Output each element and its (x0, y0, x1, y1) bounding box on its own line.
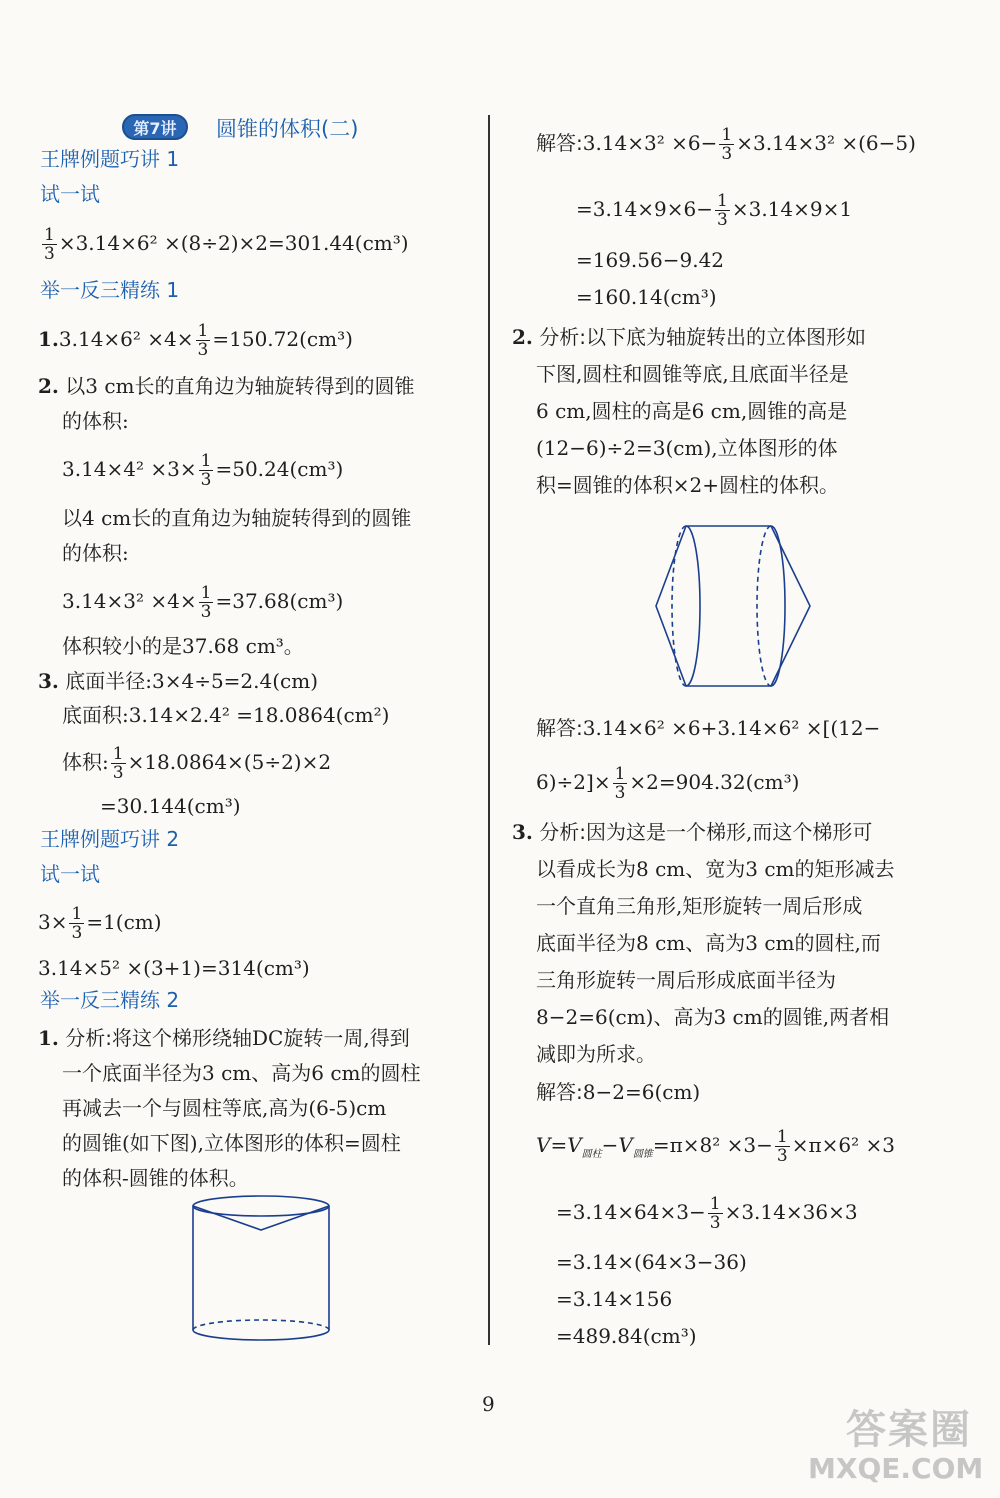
practice2-item1-text3: 再减去一个与圆柱等底,高为(6-5)cm (62, 1096, 387, 1120)
try1-equation: $\frac{1}{3}$ ×3.14×6² ×(8÷2)×2=301.44(cm³) (44, 225, 409, 264)
answer1-eq1: 解答:3.14×3² ×6− $\frac{1}{3}$ ×3.14×3² ×(6−5) (536, 125, 916, 164)
practice1-item2-eq2: 3.14×3² ×4× $\frac{1}{3}$ =37.68(cm³) (62, 583, 344, 622)
practice2-item3-text6: 8−2=6(cm)、高为3 cm的圆锥,两者相 (536, 1005, 890, 1029)
practice2-item3-text4: 底面半径为8 cm、高为3 cm的圆柱,而 (536, 931, 881, 955)
practice1-item2-text5: 体积较小的是37.68 cm³。 (62, 634, 304, 658)
practice1-item1: 1.3.14×6² ×4× $\frac{1}{3}$ =150.72(cm³) (38, 321, 353, 360)
practice2-item2-text2: 下图,圆柱和圆锥等底,且底面半径是 (536, 362, 849, 386)
practice2-item2-text4: (12−6)÷2=3(cm),立体图形的体 (536, 436, 838, 460)
practice2-item3-text3: 一个直角三角形,矩形旋转一周后形成 (536, 894, 863, 918)
page-number: 9 (482, 1392, 495, 1416)
lesson-title: 圆锥的体积(二) (216, 117, 359, 141)
practice2-item3-text2: 以看成长为8 cm、宽为3 cm的矩形减去 (536, 857, 895, 881)
answer1-eq2: =3.14×9×6− $\frac{1}{3}$ ×3.14×9×1 (576, 191, 853, 230)
practice1-item3-line2: 底面积:3.14×2.4² =18.0864(cm²) (62, 703, 390, 727)
lesson-badge: 第7讲 (122, 114, 188, 140)
column-divider (488, 115, 490, 1345)
answer2-eq2: 6)÷2]× $\frac{1}{3}$ ×2=904.32(cm³) (536, 764, 800, 803)
practice2-item1-text2: 一个底面半径为3 cm、高为6 cm的圆柱 (62, 1061, 421, 1085)
answer3-eq4: =3.14×156 (556, 1287, 673, 1311)
try-heading-2: 试一试 (40, 862, 100, 886)
practice2-item3-text1: 3. 分析:因为这是一个梯形,而这个梯形可 (512, 820, 873, 844)
practice-heading-2: 举一反三精练 2 (40, 988, 180, 1012)
watermark-logo: 答案圈 (846, 1407, 972, 1453)
practice2-item2-text3: 6 cm,圆柱的高是6 cm,圆锥的高是 (536, 399, 848, 423)
section-heading-1: 王牌例题巧讲 1 (40, 147, 180, 171)
practice1-item2-eq1: 3.14×4² ×3× $\frac{1}{3}$ =50.24(cm³) (62, 451, 344, 490)
practice2-item1-text5: 的体积-圆锥的体积。 (62, 1166, 249, 1190)
answer3-line1: 解答:8−2=6(cm) (536, 1080, 701, 1104)
practice2-item3-text7: 减即为所求。 (536, 1042, 656, 1066)
watermark-url: MXQE.COM (808, 1452, 984, 1485)
practice1-item2-text2: 的体积: (62, 409, 129, 433)
answer2-eq1: 解答:3.14×6² ×6+3.14×6² ×[(12− (536, 716, 881, 740)
answer1-eq4: =160.14(cm³) (576, 285, 717, 309)
answer3-eq3: =3.14×(64×3−36) (556, 1250, 747, 1274)
try2-equation1: 3× $\frac{1}{3}$ =1(cm) (38, 904, 162, 943)
section-heading-2: 王牌例题巧讲 2 (40, 827, 180, 851)
practice2-item2-text1: 2. 分析:以下底为轴旋转出的立体图形如 (512, 325, 866, 349)
practice2-item1-text1: 1. 分析:将这个梯形绕轴DC旋转一周,得到 (38, 1026, 410, 1050)
practice1-item3-line1: 3. 底面半径:3×4÷5=2.4(cm) (38, 669, 319, 693)
practice2-item2-text5: 积=圆锥的体积×2+圆柱的体积。 (536, 473, 839, 497)
practice1-item2-text4: 的体积: (62, 541, 129, 565)
double-cone-cylinder-figure (650, 518, 820, 694)
practice1-item3-line4: =30.144(cm³) (100, 794, 241, 818)
try-heading-1: 试一试 (40, 182, 100, 206)
try2-equation2: 3.14×5² ×(3+1)=314(cm³) (38, 956, 310, 980)
answer3-volume-formula: $V=V_{圆柱}-V_{圆锥}=\pi\times 8^2 \times 3-$ $\frac{1}{3}$ ×π×6² ×3 (536, 1127, 895, 1166)
answer3-eq2: =3.14×64×3− $\frac{1}{3}$ ×3.14×36×3 (556, 1194, 858, 1233)
practice1-item2-text3: 以4 cm长的直角边为轴旋转得到的圆锥 (62, 506, 412, 530)
practice1-item2-text1: 2. 以3 cm长的直角边为轴旋转得到的圆锥 (38, 374, 415, 398)
practice-heading-1: 举一反三精练 1 (40, 278, 180, 302)
practice1-item3-line3: 体积: $\frac{1}{3}$ ×18.0864×(5÷2)×2 (62, 744, 332, 783)
answer3-eq5: =489.84(cm³) (556, 1324, 697, 1348)
practice2-item1-text4: 的圆锥(如下图),立体图形的体积=圆柱 (62, 1131, 401, 1155)
cylinder-cone-figure (186, 1192, 336, 1347)
practice2-item3-text5: 三角形旋转一周后形成底面半径为 (536, 968, 836, 992)
answer1-eq3: =169.56−9.42 (576, 248, 725, 272)
